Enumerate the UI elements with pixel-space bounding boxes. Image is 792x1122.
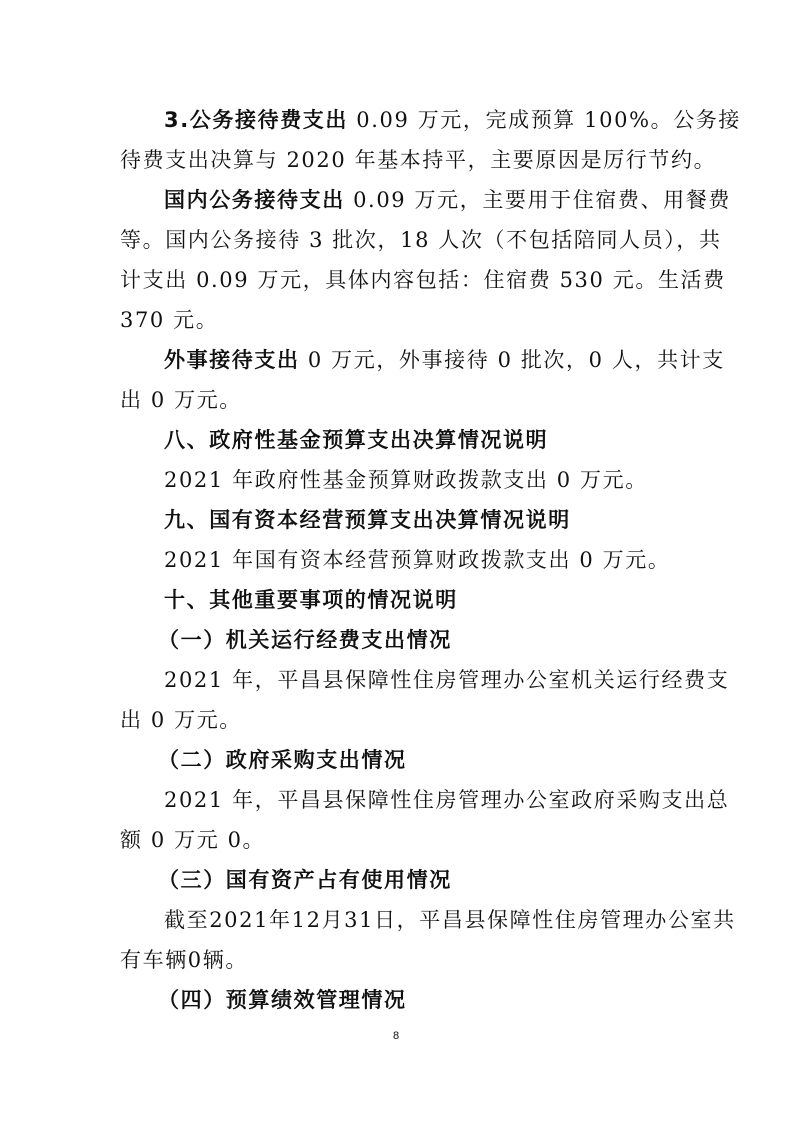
paragraph-procurement-line2: 额 0 万元 0。 xyxy=(120,828,266,852)
paragraph-reception-line1 xyxy=(164,106,742,134)
paragraph-fund-budget: 2021 年政府性基金预算财政拨款支出 0 万元。 xyxy=(164,468,648,492)
paragraph-state-capital: 2021 年国有资本经营预算财政拨款支出 0 万元。 xyxy=(164,548,671,572)
paragraph-procurement-line1: 2021 年，平昌县保障性住房管理办公室政府采购支出总 xyxy=(164,788,730,812)
section-heading-8: 八、政府性基金预算支出决算情况说明 xyxy=(164,428,549,452)
subsection-heading-2: （二）政府采购支出情况 xyxy=(158,748,407,772)
foreign-heading: 外事接待支出 xyxy=(164,348,300,372)
subsection-heading-4: （四）预算绩效管理情况 xyxy=(158,988,407,1012)
paragraph-operating-cost-line2: 出 0 万元。 xyxy=(120,708,242,732)
paragraph-domestic-line2: 等。国内公务接待 3 批次，18 人次（不包括陪同人员），共 xyxy=(120,228,722,252)
domestic-text: 0.09 万元，主要用于住宿费、用餐费 xyxy=(344,188,731,212)
domestic-heading: 国内公务接待支出 xyxy=(164,188,345,212)
paragraph-domestic-line1 xyxy=(164,186,731,214)
paragraph-reception-line2: 待费支出决算与 2020 年基本持平，主要原因是厉行节约。 xyxy=(120,148,717,172)
reception-heading: 3.公务接待费支出 xyxy=(164,108,348,132)
paragraph-foreign-line2: 出 0 万元。 xyxy=(120,388,242,412)
reception-text: 0.09 万元，完成预算 100%。公务接 xyxy=(348,108,742,132)
paragraph-assets-line2: 有车辆0辆。 xyxy=(120,948,248,972)
subsection-heading-1: （一）机关运行经费支出情况 xyxy=(158,628,452,652)
paragraph-domestic-line3: 计支出 0.09 万元，具体内容包括：住宿费 530 元。生活费 xyxy=(120,268,726,292)
section-heading-10: 十、其他重要事项的情况说明 xyxy=(164,588,458,612)
section-heading-9: 九、国有资本经营预算支出决算情况说明 xyxy=(164,508,571,532)
foreign-text: 0 万元，外事接待 0 批次，0 人，共计支 xyxy=(299,348,725,372)
subsection-heading-3: （三）国有资产占有使用情况 xyxy=(158,868,452,892)
paragraph-domestic-line4: 370 元。 xyxy=(120,308,219,332)
page-number: 8 xyxy=(392,1030,400,1042)
paragraph-foreign-line1 xyxy=(164,346,725,374)
paragraph-assets-line1: 截至2021年12月31日，平昌县保障性住房管理办公室共 xyxy=(164,908,736,932)
paragraph-operating-cost-line1: 2021 年，平昌县保障性住房管理办公室机关运行经费支 xyxy=(164,668,730,692)
